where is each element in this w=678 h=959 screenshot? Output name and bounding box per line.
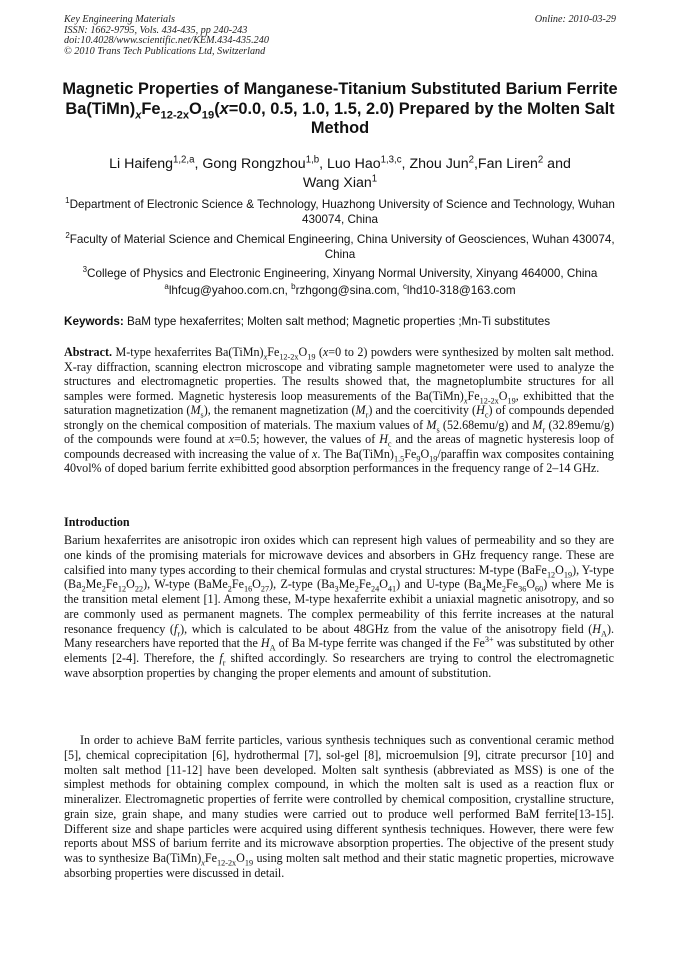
author: Luo Hao$^{1,3,c}$,: [327, 154, 410, 172]
email-link[interactable]: lhfcug@yahoo.com.cn,: [168, 284, 292, 297]
email-list: $^a$lhfcug@yahoo.com.cn, $^b$rzhgong@sina.com, $^c$lhd10-318@163.com: [164, 282, 516, 297]
author: Zhou Jun$^2$,: [409, 154, 478, 172]
author: Gong Rongzhou$^{1,b}$,: [202, 154, 327, 172]
title-sub-fe: 12-2x: [160, 108, 190, 121]
keywords: [64, 314, 624, 329]
email-link[interactable]: rzhgong@sina.com,: [295, 284, 403, 297]
author-list: [64, 155, 616, 193]
affiliation-3: $^3$College of Physics and Electronic Engineering, Xinyang Normal University, Xinyang 464000, China: [82, 265, 598, 280]
online-date: Online: 2010-03-29: [534, 14, 616, 25]
keywords-label: Keywords:: [64, 315, 124, 328]
title-fe: Fe: [141, 99, 161, 118]
title-paren: (: [214, 99, 220, 118]
copyright-line: © 2010 Trans Tech Publications Ltd, Switzerland: [64, 45, 266, 57]
intro-paragraph-1: Barium hexaferrites are anisotropic iron oxides which can represent high values of permeability and so they are one kinds of the promising materials for microwave devices and absorbers in GHz frequency range. These are calsified into many types according to their chemical formulas and crystal structures: M-type $(BaFe_{12}O_{19})$, Y-type $(Ba_2Me_2Fe_{12}O_{22})$, W-type $(BaMe_2Fe_{16}O_{27})$, Z-type $(Ba_3Me_2Fe_{24}O_{41})$ and U-type $(Ba_4Me_2Fe_{36}O_{60})$ where Me is the transition metal element [1]. Among these, M-type hexaferrite exhibit a uniaxial magnetic anisotropy, and so are commonly used as permanent magnets. The complex permeability of this ferrite increases at the natural resonance frequency $(f_r)$, which is calculated to be about 48GHz from the value of the anisotropy field $(H_A)$. Many researchers have reported that the $H_A$ of Ba M-type ferrite was changed if the $Fe^{3+}$ was substituted by other elements [2-4]. Therefore, the $f_r$ shifted accordingly. So researchers are trying to control the electromagnetic wave absorption properties by changing the proper elements and amount of substitution.: [64, 533, 615, 680]
email-link[interactable]: lhd10-318@163.com: [406, 284, 516, 297]
title-text-2: =0.0, 0.5, 1.0, 1.5, 2.0) Prepared by the Molten Salt Method: [228, 99, 615, 137]
abstract: Abstract. M-type hexaferrites $Ba(TiMn)_xFe_{12-2x}O_{19}$ (x=0 to 2) powders were synthesized by molten salt method. X-ray diffraction, scanning electron microscope and vibrating sample magnetometer were used to analyze the structures and electromagnetic properties. The results showed that, the magnetoplumbite structures for all samples were formed. Magnetic hysteresis loop measurements of the $Ba(TiMn)_xFe_{12-2x}O_{19}$, exhibitted that the saturation magnetization $(M_s)$, the remanent magnetization $(M_r)$ and the coercitivity $(H_c)$ of compounds depended strongly on the chemical composition of materials. The maxium values of $M_s$ (52.68emu/g) and $M_r$ (32.89emu/g) of the compounds were found at x=0.5; however, the values of $H_c$ and the areas of magnetic hysteresis loop of compounds decreased with increasing the value of x. The $Ba(TiMn)_{1.5}Fe_9O_{19}$/paraffin wax composites containing 40vol% of doped barium ferrite exhibitted good absorption performances in the frequency range of 2–14 GHz.: [64, 345, 615, 476]
intro-paragraph-2: In order to achieve BaM ferrite particles, various synthesis techniques such as conventional ceramic method [5], chemical coprecipitation [6], hydrothermal [7], sol-gel [8], microemulsion [9], citrate precursor [10] and molten salt method [11-12] have been developed. Molten salt synthesis (abbreviated as MSS) is one of the simplest methods for obtaining complex compound, in which the molten salt is used as a reaction flux or mineralizer. Electromagnetic properties of ferrite were controlled by chemical composition, crystalline structure, grain size, grain shape, and many studies were carried out to produce well performed BaM ferrite[13-15]. Different size and shape particles were acquired using different synthesis techniques. However, there were few reports about MSS of barium ferrite and its microwave absorption properties. The objective of the present study was to synthesize $Ba(TiMn)_xFe_{12-2x}O_{19}$ using molten salt method and their static magnetic properties, microwave absorbing properties were discussed in detail.: [64, 733, 614, 880]
journal-name: Key Engineering Materials: [64, 14, 175, 25]
issn-line: ISSN: 1662-9795, Vols. 434-435, pp 240-243: [64, 24, 248, 36]
doi-line: doi:10.4028/www.scientific.net/KEM.434-435.240: [64, 35, 269, 47]
author: Wang Xian$^1$: [302, 173, 378, 191]
affiliation-1: $^1$Department of Electronic Science & Technology, Huazhong University of Science and Technology, Wuhan 430074, China: [65, 196, 615, 226]
title-text-1: Magnetic Properties of Manganese-Titanium Substituted Barium Ferrite Ba(TiMn): [62, 80, 618, 118]
running-header: [64, 15, 616, 57]
author: Fan Liren$^2$ and: [477, 154, 571, 172]
title-x: x: [219, 99, 229, 118]
title-sub-x: x: [135, 108, 142, 121]
paper-title: [48, 80, 632, 139]
title-sub-o: 19: [201, 108, 215, 121]
title-o: O: [189, 99, 202, 118]
affiliation-2: $^2$Faculty of Material Science and Chemical Engineering, China University of Geosciences, Wuhan 430074, China: [65, 231, 615, 261]
section-heading-introduction: Introduction: [64, 515, 130, 529]
author: Li Haifeng$^{1,2,a}$,: [109, 154, 203, 172]
keywords-text: BaM type hexaferrites; Molten salt method; Magnetic properties ;Mn-Ti substitutes: [123, 315, 551, 328]
abstract-label: Abstract.: [64, 345, 113, 359]
